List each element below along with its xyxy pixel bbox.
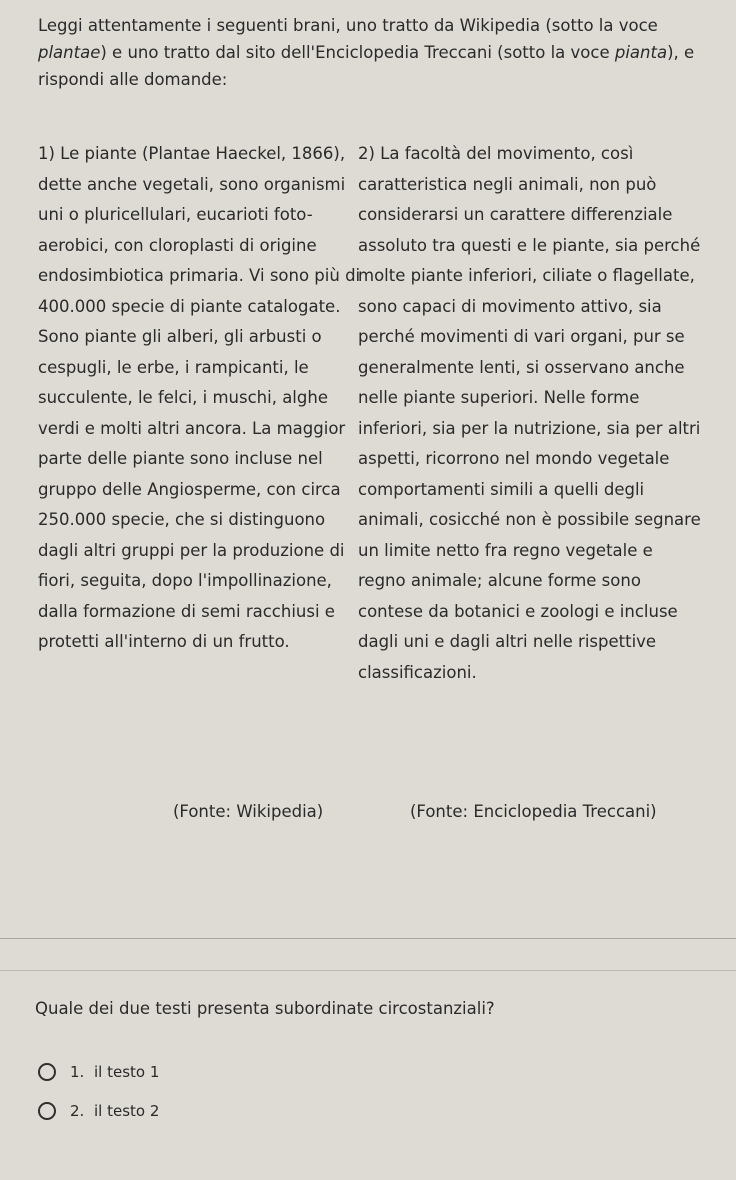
instructions-text: ), e rispondi alle domande: — [38, 43, 695, 89]
text-1-source: (Fonte: Wikipedia) — [173, 802, 324, 821]
instructions-text: ) e uno tratto dal sito dell'Enciclopedia Treccani (sotto la voce — [100, 43, 615, 62]
instructions — [38, 12, 723, 93]
option-number: 1. — [70, 1063, 85, 1081]
text-2-body: 2) La facoltà del movimento, così caratteristica negli animali, non può considerarsi un carattere differenziale assoluto tra questi e le piante, sia perché molte piante inferiori, ciliate o flagellate, sono capaci di movimento attivo, sia perché movimenti di vari organi, pur se generalmente lenti, si osservano anche nelle piante superiori. Nelle forme inferiori, sia per la nutrizione, sia per altri aspetti, ricorrono nel mondo vegetale comportamenti simili a quelli degli animali, cosicché non è possibile segnare un limite netto fra regno vegetale e regno animale; alcune forme sono contese da botanici e zoologi e incluse dagli uni e dagli altri nelle rispettive classificazioni. — [358, 144, 701, 682]
question-prompt: Quale dei due testi presenta subordinate circostanziali? — [35, 999, 495, 1018]
option-label: il testo 1 — [94, 1063, 160, 1081]
radio-button[interactable] — [38, 1063, 56, 1081]
divider — [0, 970, 736, 971]
radio-button[interactable] — [38, 1102, 56, 1120]
term-pianta: pianta — [614, 43, 668, 62]
term-plantae: plantae — [38, 43, 101, 62]
instructions-text: Leggi attentamente i seguenti brani, uno tratto da Wikipedia (sotto la voce — [38, 16, 658, 35]
option-label: il testo 2 — [94, 1102, 160, 1120]
answer-option-1[interactable] — [38, 1063, 159, 1081]
text-1-body: 1) Le piante (Plantae Haeckel, 1866), dette anche vegetali, sono organismi uni o pluricellulari, eucarioti foto-aerobici, con cloroplasti di origine endosimbiotica primaria. Vi sono più di 400.000 specie di piante catalogate. Sono piante gli alberi, gli arbusti o cespugli, le erbe, i rampicanti, le succulente, le felci, i muschi, alghe verdi e molti altri ancora. La maggior parte delle piante sono incluse nel gruppo delle Angiosperme, con circa 250.000 specie, che si distinguono dagli altri gruppi per la produzione di fiori, seguita, dopo l'impollinazione, dalla formazione di semi racchiusi e protetti all'interno di un frutto. — [38, 144, 361, 651]
answer-option-2[interactable] — [38, 1102, 159, 1120]
divider — [0, 938, 736, 939]
text-2-source: (Fonte: Enciclopedia Treccani) — [410, 802, 657, 821]
option-number: 2. — [70, 1102, 85, 1120]
